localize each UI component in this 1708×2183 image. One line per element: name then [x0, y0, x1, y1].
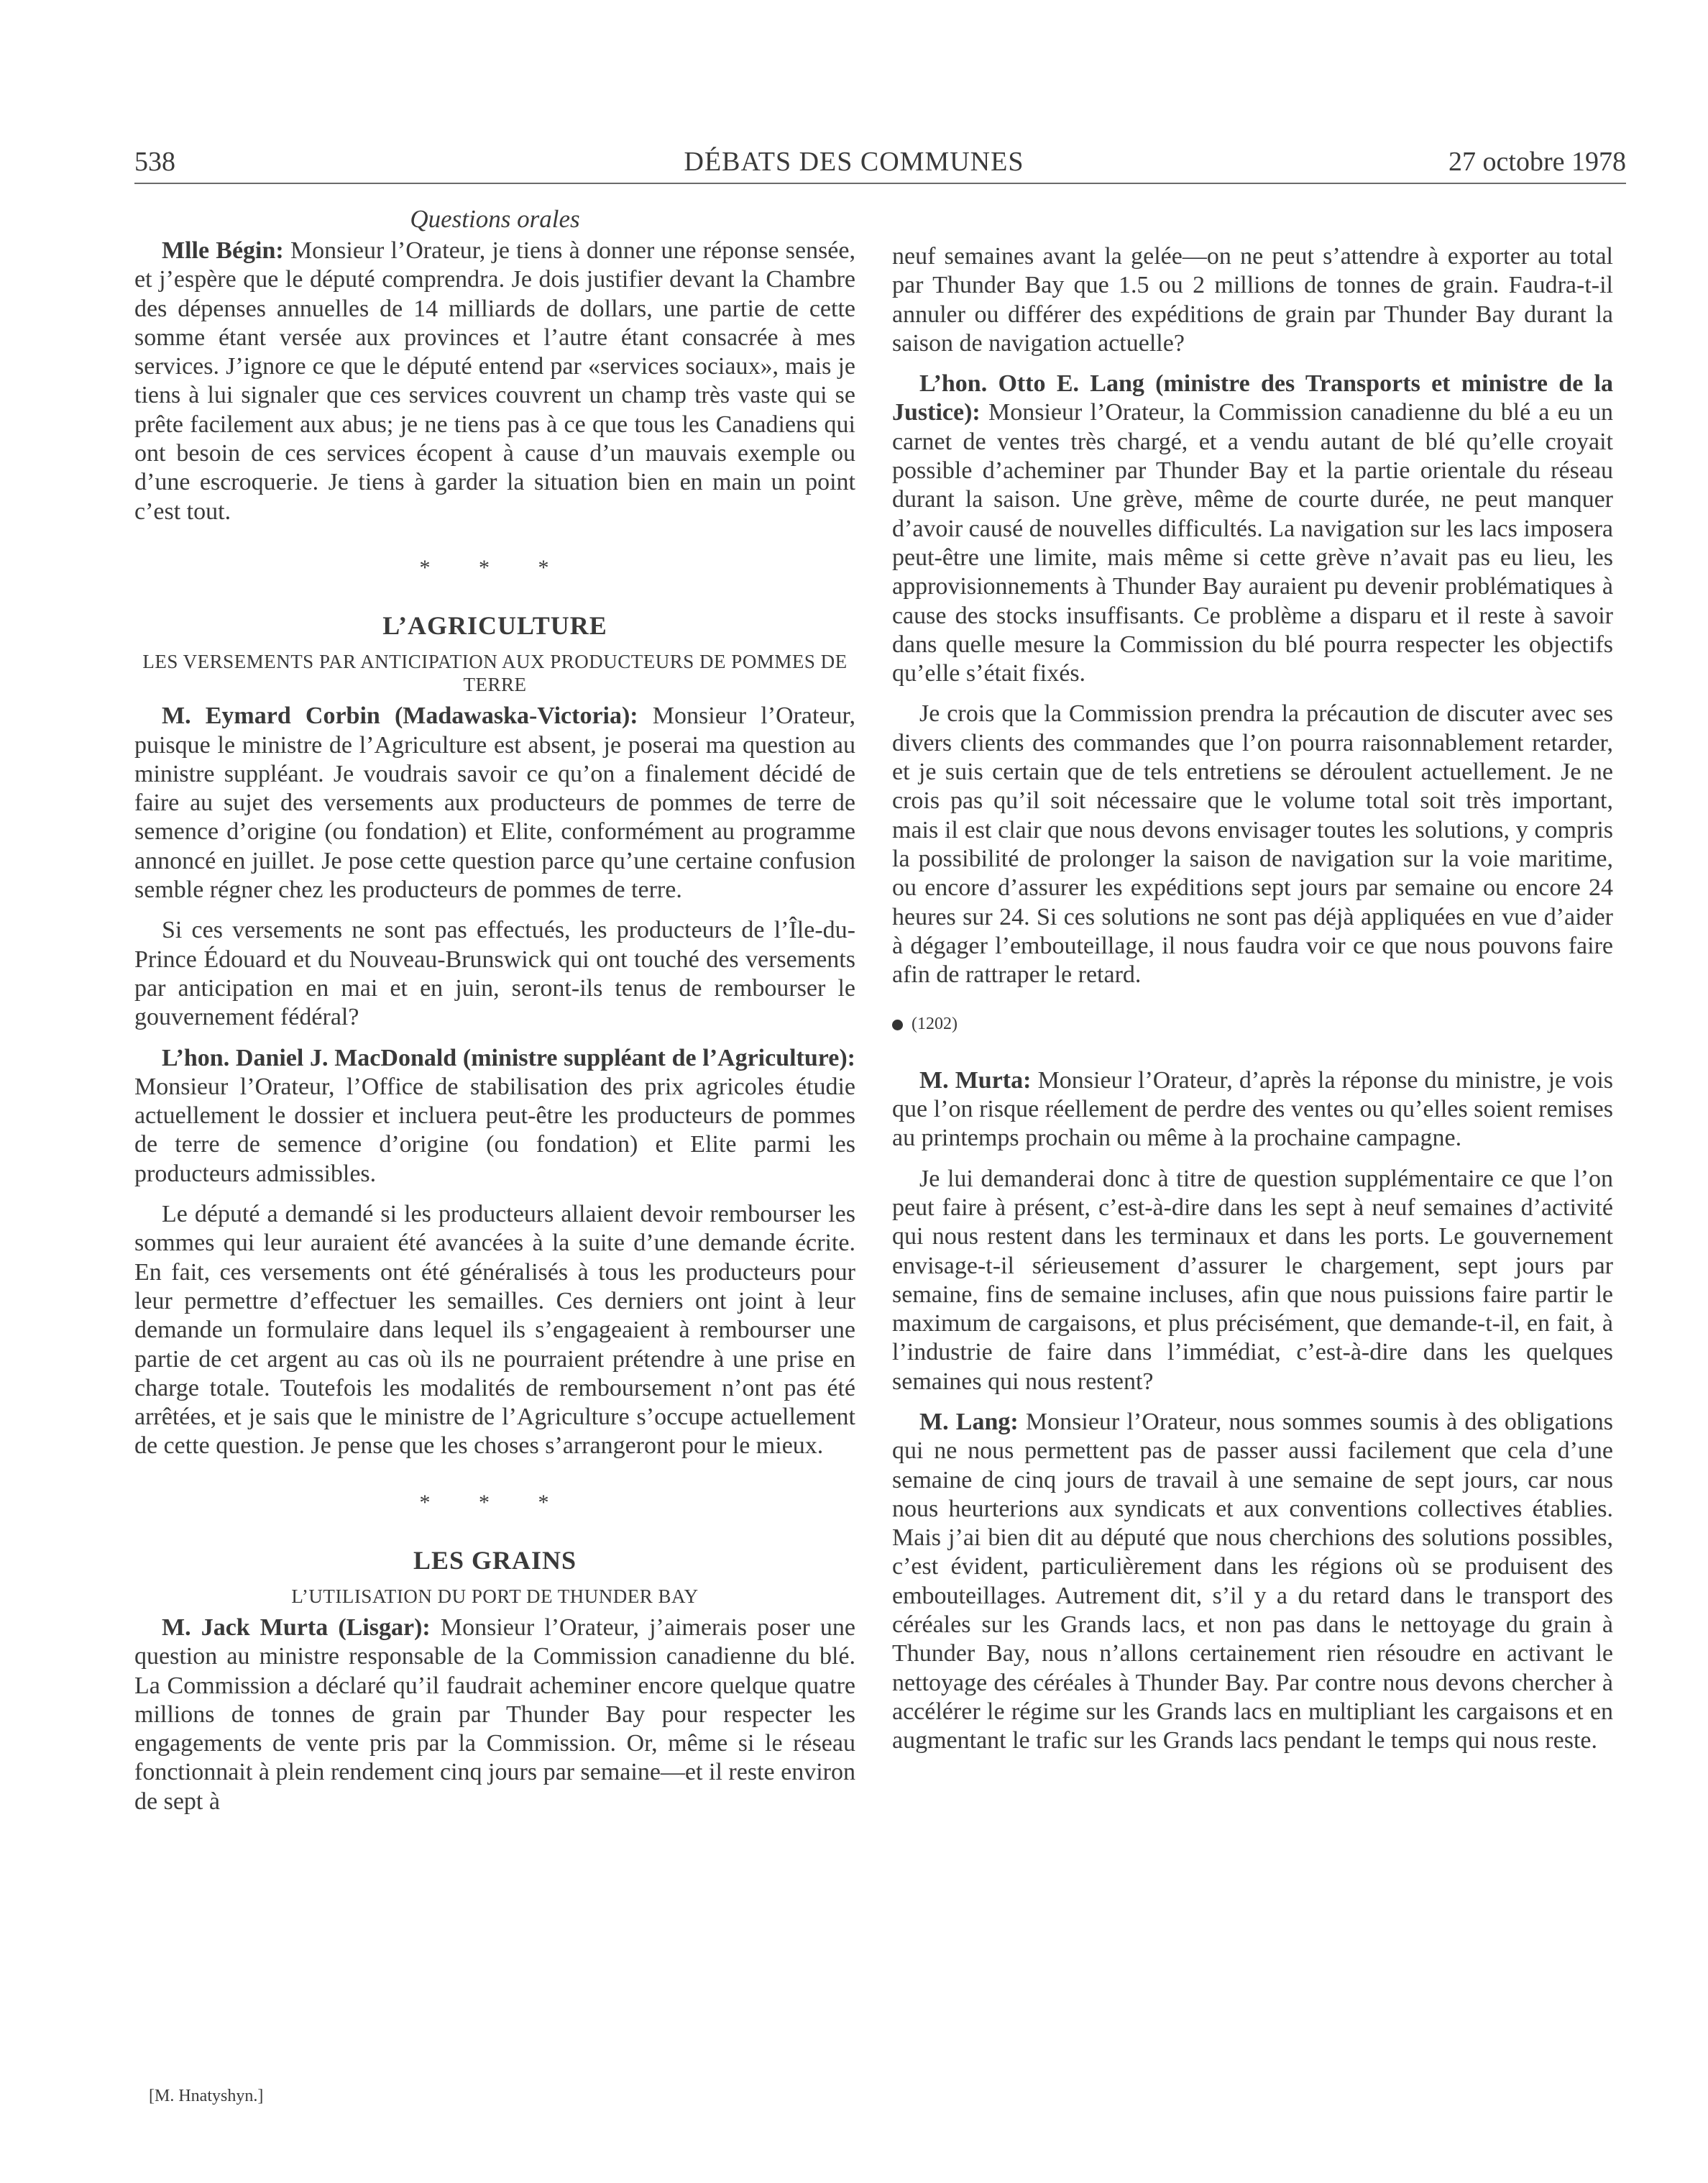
speech-text: Monsieur l’Orateur, d’après la réponse du ministre, je vois que l’on risque réellement de perdre des ventes ou qu’elles soient remises au printemps prochain ou même à la prochaine campagne. [892, 1066, 1614, 1152]
header-rule [134, 183, 1626, 184]
paragraph [134, 1614, 855, 1816]
running-head: Questions orales [410, 205, 580, 233]
paragraph [892, 1408, 1613, 1756]
right-column [892, 242, 1613, 1756]
time-marker-label: (1202) [912, 1015, 958, 1034]
section-heading: LES GRAINS [413, 1545, 577, 1575]
speaker-name: M. Eymard Corbin (Madawaska-Victoria): [162, 703, 638, 730]
publication-date: 27 octobre 1978 [1448, 147, 1626, 177]
page-number: 538 [134, 147, 175, 177]
paragraph: Si ces versements ne sont pas effectués, les producteurs de l’Île-du-Prince Édouard et du Nouveau-Brunswick qui ont touché des versements par anticipation en mai et en juin, seront-ils tenus de rembourser le gouvernement fédéral? [134, 917, 855, 1031]
speaker-name: M. Lang: [919, 1408, 1019, 1435]
speech-text: Monsieur l’Orateur, puisque le ministre de l’Agriculture est absent, je poserai ma question au ministre suppléant. Je voudrais savoir ce qu’on a finalement décidé de faire au sujet des versements aux producteurs de pommes de terre de semence d’origine (ou fondation) et Elite, conformément au programme annoncé en juillet. Je pose cette question parce qu’une certaine confusion semble régner chez les producteurs de pommes de terre. [134, 703, 856, 904]
publication-title: DÉBATS DES COMMUNES [684, 147, 1024, 177]
speech-text: Monsieur l’Orateur, l’Office de stabilisation des prix agricoles étudie actuellement le dossier et incluera peut-être les producteurs de pommes de terre de semence d’origine (ou fondation) et Elite parmi les producteurs admissibles. [134, 1073, 855, 1187]
time-marker [892, 1010, 1613, 1038]
paragraph [892, 370, 1613, 688]
speaker-name: Mlle Bégin: [162, 237, 284, 264]
speech-text: Monsieur l’Orateur, nous sommes soumis à des obligations qui ne nous permettent pas de passer aussi facilement que cela d’une semaine de cinq jours de travail à une semaine de sept jours, car nous nous heurterions aux syndicats et aux conventions collectives établies. Mais j’ai bien dit au député que nous cherchions des solutions possibles, c’est évident, particulièrement dans les régions où se produisent des embouteillages. Autrement dit, s’il y a du retard dans le transport des céréales sur les Grands lacs, et non pas dans le nettoyage du grain à Thunder Bay, nous n’allons certainement rien résoudre en activant le nettoyage des céréales à Thunder Bay. Par contre nous devons chercher à accélérer le régime sur les Grands lacs en multipliant les cargaisons et en augmentant le trafic sur les Grands lacs pendant le temps qui nous reste. [892, 1408, 1614, 1754]
speaker-name: M. Jack Murta (Lisgar): [162, 1614, 431, 1641]
section-separator: * * * [419, 555, 571, 580]
speaker-name: L’hon. Otto E. Lang (ministre des Transports et ministre de la Justice): [892, 370, 1613, 426]
footnote-attribution: [M. Hnatyshyn.] [149, 2087, 264, 2105]
paragraph: Je lui demanderai donc à titre de question supplémentaire ce que l’on peut faire à présent, c’est-à-dire dans les sept à neuf semaines d’activité qui nous restent dans les terminaux et dans les ports. Le gouvernement envisage-t-il sérieusement d’assurer le chargement, sept jours par semaine, fins de semaine incluses, afin que nous puissions faire partir le maximum de cargaisons, et plus précisément, que demande-t-il, en fait, à l’industrie de faire dans l’immédiat, c’est-à-dire dans les quelques semaines qui nous restent? [892, 1165, 1613, 1395]
paragraph: Le député a demandé si les producteurs allaient devoir rembourser les sommes qui leur auraient été avancées à la suite d’une demande écrite. En fait, ces versements ont été généralisés à tous les producteurs pour leur permettre d’effectuer les semailles. Ces derniers ont joint à leur demande un formulaire dans lequel ils s’engageaient à rembourser une partie de cet argent au cas où ils ne pourraient prétendre à une prise en charge totale. Toutefois les modalités de remboursement n’ont pas été arrêtées, et je sais que le ministre de l’Agriculture s’occupe actuellement de cette question. Je pense que les choses s’arrangeront pour le mieux. [134, 1201, 855, 1460]
paragraph: Je crois que la Commission prendra la précaution de discuter avec ses divers clients des commandes que l’on pourra raisonnablement retarder, et je suis certain que de tels entretiens se déroulent actuellement. Je ne crois pas qu’il soit nécessaire que le volume total soit très important, mais il est clair que nous devons envisager toutes les solutions, y compris la possibilité de prolonger la saison de navigation sur la voie maritime, ou encore d’assurer les expéditions sept jours par semaine ou encore 24 heures sur 24. Si ces solutions ne sont pas déjà appliquées en vue d’aider à dégager l’embouteillage, il nous faudra voir ce que nous pouvons faire afin de rattraper le retard. [892, 700, 1613, 989]
speech-text: Monsieur l’Orateur, je tiens à donner une réponse sensée, et j’espère que le député comprendra. Je dois justifier devant la Chambre des dépenses annuelles de 14 milliards de dollars, une partie de cette somme étant versée aux provinces et l’autre étant consacrée à mes services. J’ignore ce que le député entend par «services sociaux», mais je tiens à lui signaler que ces services couvrent un champ très vaste qui se prête facilement aux abus; je ne tiens pas à ce que tous les Canadiens qui ont besoin de ces services écopent à cause d’un mauvais exemple ou d’une escroquerie. Je tiens à garder la situation bien en main un point c’est tout. [134, 237, 855, 525]
paragraph: neuf semaines avant la gelée—on ne peut s’attendre à exporter au total par Thunder Bay que 1.5 ou 2 millions de tonnes de grain. Faudra-t-il annuler ou différer des expéditions de grain par Thunder Bay durant la saison de navigation actuelle? [892, 243, 1613, 357]
speech-text: Monsieur l’Orateur, la Commission canadienne du blé a eu un carnet de ventes très chargé, et a vendu autant de blé qu’elle croyait possible d’acheminer par Thunder Bay et la partie orientale du réseau durant la saison. Une grève, même de courte durée, ne peut manquer d’avoir causé de nouvelles difficultés. La navigation sur les lacs imposera peut-être une limite, mais même si cette grève n’avait pas eu lieu, les approvisionnements à Thunder Bay auraient pu devenir problématiques à cause des stocks insuffisants. Ce problème a disparu et il reste à savoir dans quelle mesure la Commission du blé pourra respecter les objectifs qu’elle s’était fixés. [892, 399, 1613, 687]
section-subheading: LES VERSEMENTS PAR ANTICIPATION AUX PRODUCTEURS DE POMMES DE TERRE [142, 651, 848, 696]
paragraph [892, 1066, 1613, 1153]
section-heading: L’AGRICULTURE [382, 611, 607, 641]
paragraph [134, 702, 855, 905]
paragraph [134, 1044, 855, 1189]
speaker-name: L’hon. Daniel J. MacDonald (ministre suppléant de l’Agriculture): [162, 1044, 855, 1071]
left-column [134, 205, 855, 1816]
section-separator: * * * [419, 1490, 571, 1514]
paragraph [134, 237, 855, 526]
speech-text: Monsieur l’Orateur, j’aimerais poser une question au ministre responsable de la Commission canadienne du blé. La Commission a déclaré qu’il faudrait acheminer encore quelque quatre millions de tonnes de grain par Thunder Bay pour respecter les engagements de vente pris par la Commission. Or, même si le réseau fonctionnait à plein rendement cinq jours par semaine—et il reste environ de sept à [134, 1614, 855, 1815]
speaker-name: M. Murta: [919, 1066, 1032, 1094]
section-subheading: L’UTILISATION DU PORT DE THUNDER BAY [291, 1585, 699, 1607]
bullet-icon [892, 1020, 903, 1030]
